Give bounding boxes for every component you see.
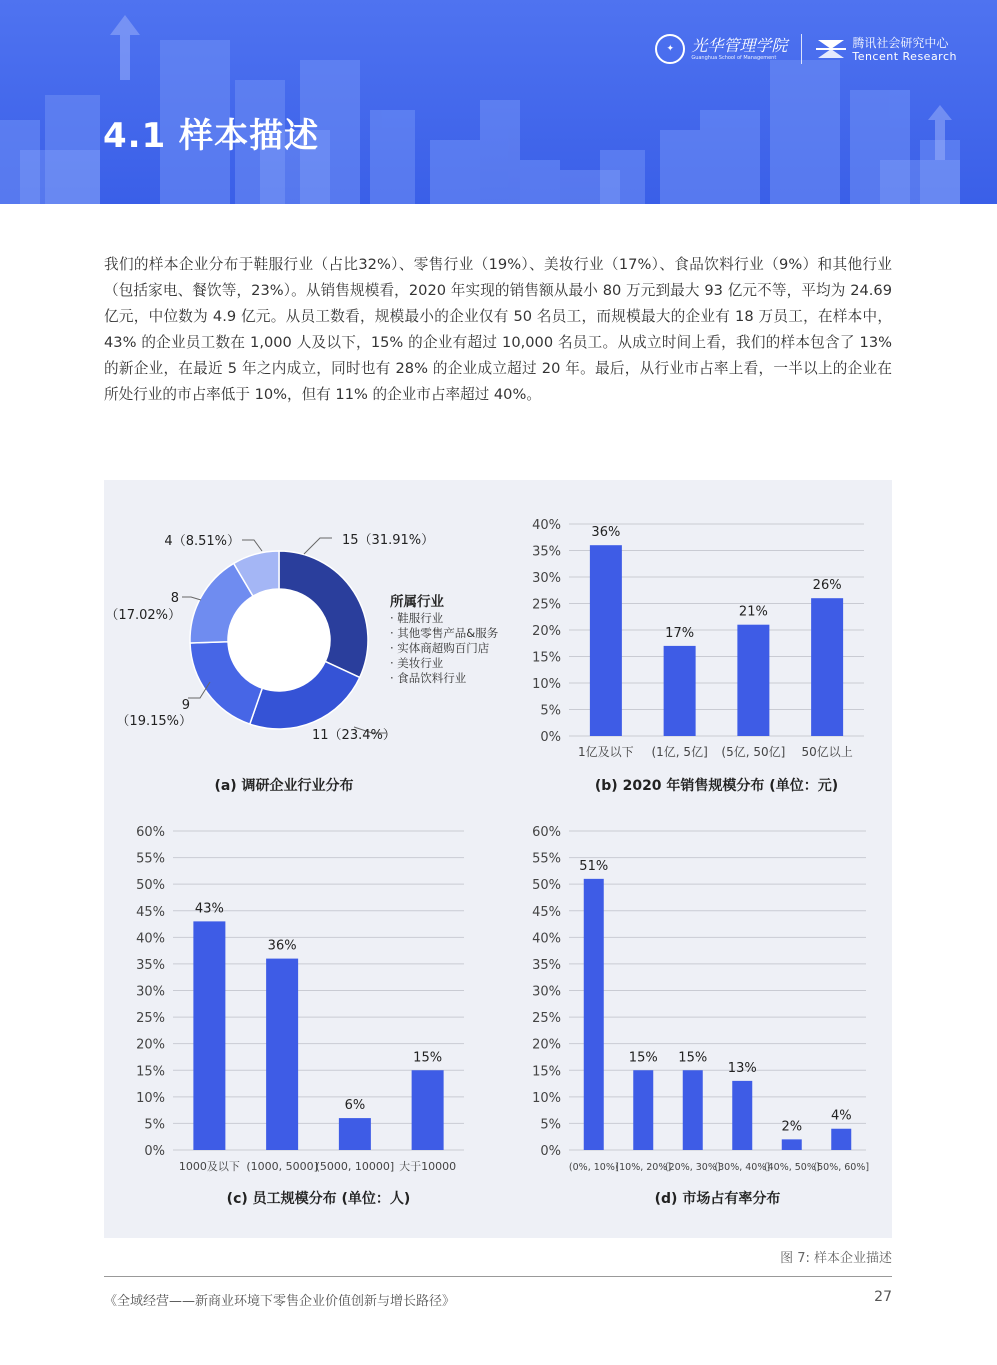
bar <box>732 1081 752 1150</box>
footer-divider <box>104 1276 892 1277</box>
data-label: 36% <box>591 525 621 541</box>
figure-charts <box>104 480 892 1238</box>
legend-item: · 美妆行业 <box>390 656 444 670</box>
slice-leader-line <box>182 597 201 600</box>
y-tick-label: 0% <box>540 730 561 745</box>
y-tick-label: 45% <box>532 904 561 920</box>
legend-item: · 鞋服行业 <box>390 611 444 625</box>
chart-title: (d) 市场占有率分布 <box>654 1191 781 1207</box>
data-label: 2% <box>781 1119 803 1135</box>
bar <box>590 545 622 736</box>
y-tick-label: 25% <box>532 1011 561 1027</box>
y-tick-label: 15% <box>136 1064 165 1080</box>
tencent-logo-name: 腾讯社会研究中心 <box>852 35 949 50</box>
x-tick-label: (40%, 50%] <box>763 1162 820 1173</box>
y-tick-label: 0% <box>540 1144 561 1159</box>
legend-item: · 食品饮料行业 <box>390 671 467 685</box>
y-tick-label: 10% <box>532 1090 561 1106</box>
y-tick-label: 30% <box>532 984 561 1000</box>
y-tick-label: 35% <box>532 957 561 973</box>
body-paragraph: 我们的样本企业分布于鞋服行业（占比32%）、零售行业（19%）、美妆行业（17%）、食品饮料行业（9%）和其他行业（包括家电、餐饮等，23%）。从销售规模看，2020 年实现的销售额从最小 80 万元到最大 93 亿元不等，平均为 24.69 亿元，中位数为 4.9 亿元。从员工数看，规模最小的企业仅有 50 名员工，而规模最大的企业有 18 万员工，在样本中，43% 的企业员工数在 1,000 人及以下，15% 的企业有超过 10,000 名员工。从成立时间上看，我们的样本包含了 13% 的新企业，在最近 5 年之内成立，同时也有 28% 的企业成立超过 20 年。最后，从行业市占率上看，一半以上的企业在所处行业的市占率低于 10%，但有 11% 的企业市占率超过 40%。 <box>104 256 892 403</box>
y-tick-label: 50% <box>532 878 561 894</box>
header-banner <box>0 0 997 204</box>
y-tick-label: 5% <box>540 703 561 719</box>
bar-chart <box>136 825 464 1207</box>
chart-title: (c) 员工规模分布 (单位：人) <box>226 1191 411 1207</box>
figure-caption: 图 7: 样本企业描述 <box>780 1251 892 1266</box>
data-label: 51% <box>579 858 609 874</box>
y-tick-label: 60% <box>532 825 561 840</box>
y-tick-label: 40% <box>532 931 561 947</box>
x-tick-label: (5亿, 50亿] <box>721 745 786 759</box>
x-tick-label: 大于10000 <box>399 1160 457 1173</box>
data-label: 15% <box>628 1050 658 1066</box>
bar <box>831 1129 851 1150</box>
y-tick-label: 30% <box>532 571 561 586</box>
data-label: 43% <box>194 901 224 917</box>
x-tick-label: (50%, 60%] <box>813 1162 870 1173</box>
y-tick-label: 10% <box>532 677 561 692</box>
bar <box>266 959 298 1150</box>
data-label: 6% <box>344 1098 366 1114</box>
x-tick-label: (1000, 5000] <box>246 1160 318 1173</box>
slice-label: （17.02%） <box>105 608 181 623</box>
legend-title: 所属行业 <box>390 594 444 610</box>
legend-item: · 其他零售产品&服务 <box>390 626 499 640</box>
guanghua-logo-name: 光华管理学院 <box>691 35 788 55</box>
chart-title: (a) 调研企业行业分布 <box>214 778 354 794</box>
slice-label: 11（23.4%） <box>312 728 396 743</box>
y-tick-label: 15% <box>532 1064 561 1080</box>
x-tick-label: 1亿及以下 <box>578 745 634 759</box>
figure-panel <box>104 480 892 1238</box>
y-tick-label: 15% <box>532 650 561 666</box>
slice-leader-line <box>304 538 332 554</box>
x-tick-label: (20%, 30%] <box>664 1162 721 1173</box>
city-skyline-illustration <box>0 0 997 204</box>
bar-chart <box>532 518 864 794</box>
y-tick-label: 10% <box>136 1090 165 1106</box>
slice-label: （19.15%） <box>116 714 192 729</box>
tencent-logo-english: Tencent Research <box>852 49 957 63</box>
donut-hole <box>228 589 330 691</box>
x-tick-label: 1000及以下 <box>178 1160 240 1173</box>
data-label: 15% <box>413 1050 443 1066</box>
y-tick-label: 55% <box>136 851 165 867</box>
y-tick-label: 25% <box>532 597 561 613</box>
slice-label: 9 <box>181 698 190 713</box>
chart-title: (b) 2020 年销售规模分布 (单位：元) <box>594 778 839 794</box>
bar-chart <box>532 825 869 1207</box>
legend-item: · 实体商超购百门店 <box>390 641 490 655</box>
data-label: 4% <box>830 1108 852 1124</box>
y-tick-label: 25% <box>136 1011 165 1027</box>
guanghua-logo <box>655 34 787 64</box>
y-tick-label: 40% <box>136 931 165 947</box>
guanghua-logo-english: Guanghua School of Management <box>691 54 777 61</box>
data-label: 13% <box>727 1060 757 1076</box>
x-tick-label: (30%, 40%] <box>714 1162 771 1173</box>
footer-book-title: 《全域经营——新商业环境下零售企业价值创新与增长路径》 <box>104 1294 456 1309</box>
bar <box>339 1118 371 1150</box>
y-tick-label: 5% <box>144 1117 165 1133</box>
tencent-research-mark-icon <box>816 36 846 62</box>
y-tick-label: 5% <box>540 1117 561 1133</box>
y-tick-label: 60% <box>136 825 165 840</box>
bar <box>412 1070 444 1150</box>
x-tick-label: (5000, 10000] <box>315 1160 395 1173</box>
bar <box>811 598 843 736</box>
donut-chart <box>105 533 498 794</box>
y-tick-label: 30% <box>136 984 165 1000</box>
university-seal-icon: ✦ <box>655 34 685 64</box>
data-label: 21% <box>738 604 768 620</box>
slice-label: 15（31.91%） <box>342 533 435 548</box>
x-tick-label: (0%, 10%] <box>568 1162 619 1173</box>
slice-label: 8 <box>170 591 179 606</box>
y-tick-label: 45% <box>136 904 165 920</box>
bar <box>193 921 225 1150</box>
x-tick-label: (1亿, 5亿] <box>651 745 708 759</box>
y-tick-label: 40% <box>532 518 561 533</box>
y-tick-label: 50% <box>136 878 165 894</box>
slice-label: 4（8.51%） <box>164 534 240 549</box>
y-tick-label: 0% <box>144 1144 165 1159</box>
data-label: 26% <box>812 578 842 594</box>
bar <box>737 625 769 736</box>
bar <box>683 1070 703 1150</box>
data-label: 17% <box>665 625 695 641</box>
slice-leader-line <box>242 540 262 551</box>
y-tick-label: 35% <box>532 544 561 560</box>
bar <box>664 646 696 736</box>
section-title: 4.1 样本描述 <box>103 116 320 156</box>
page-number: 27 <box>874 1289 892 1305</box>
data-label: 36% <box>267 938 297 954</box>
y-tick-label: 20% <box>136 1037 165 1053</box>
bar <box>782 1139 802 1150</box>
tencent-research-logo <box>816 36 957 63</box>
x-tick-label: (10%, 20%] <box>615 1162 672 1173</box>
logo-divider <box>801 34 802 64</box>
data-label: 15% <box>678 1050 708 1066</box>
y-tick-label: 20% <box>532 624 561 639</box>
y-tick-label: 35% <box>136 957 165 973</box>
logo-group <box>655 34 957 64</box>
bar <box>584 879 604 1150</box>
x-tick-label: 50亿以上 <box>801 745 853 759</box>
y-tick-label: 20% <box>532 1037 561 1053</box>
bar <box>633 1070 653 1150</box>
y-tick-label: 55% <box>532 851 561 867</box>
